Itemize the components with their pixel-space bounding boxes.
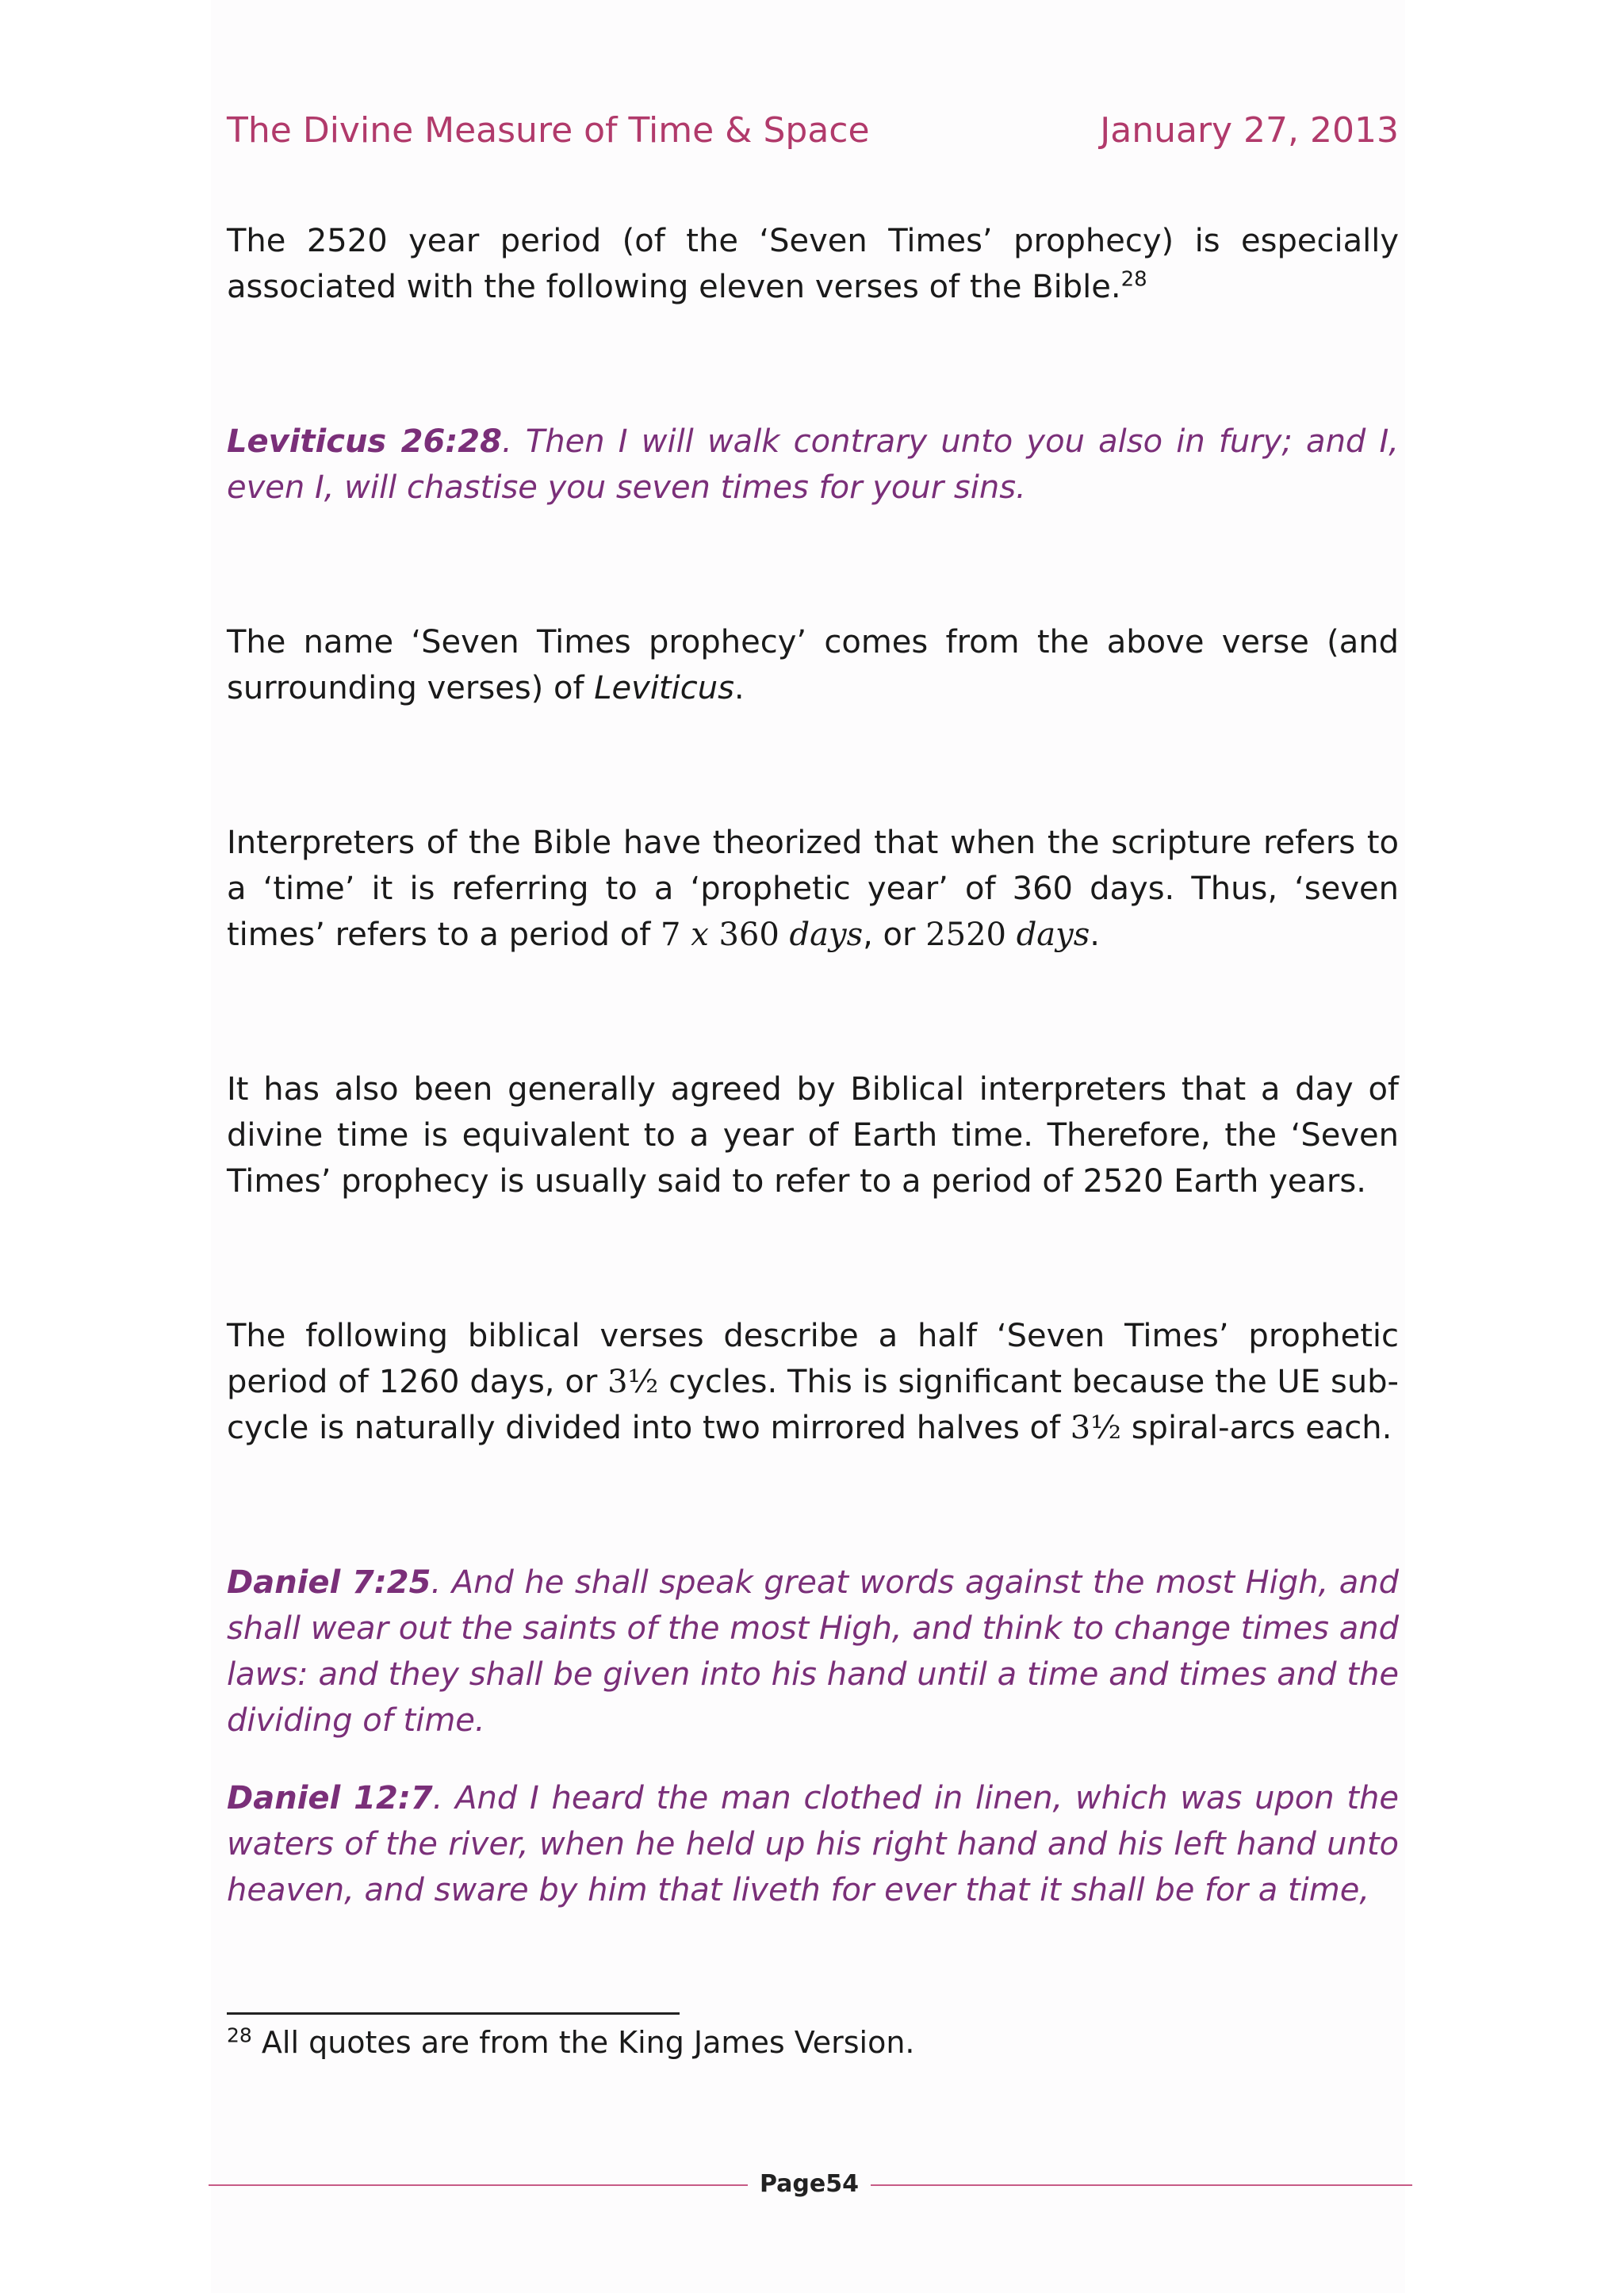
verse-leviticus: [227, 419, 1399, 511]
verse-reference: Daniel 7:25: [227, 1564, 431, 1601]
paragraph-text: spiral-arcs each.: [1121, 1410, 1392, 1446]
footnote-reference[interactable]: 28: [1120, 267, 1147, 292]
paragraph-text: Interpreters of the Bible have theorized that when the scripture refers to a ‘time’ it is referring to a ‘prophetic year’ of 360 days. Thus, ‘seven times’ refers to a period of: [227, 825, 1399, 953]
math-number: 7: [661, 917, 681, 953]
verse-daniel-12-7: [227, 1775, 1399, 1913]
verse-reference: Daniel 12:7: [227, 1780, 433, 1816]
paragraph-name-origin: [227, 619, 1399, 711]
verse-daniel-7-25: [227, 1560, 1399, 1744]
math-number: 360: [718, 917, 779, 953]
emphasis-leviticus: Leviticus: [594, 670, 734, 706]
math-unit: days: [1016, 917, 1090, 953]
footnote: [227, 2020, 1399, 2065]
footnote-separator: [227, 2012, 680, 2015]
math-variable: x: [691, 917, 709, 953]
page-header: [227, 107, 1399, 155]
paragraph-text: The name ‘Seven Times prophecy’ comes from the above verse (and surrounding verses) of: [227, 624, 1399, 706]
footer-rule-left: [209, 2184, 748, 2186]
verse-text: . And I heard the man clothed in linen, which was upon the waters of the river, when he held up his right hand and his left hand unto heaven, and sware by him that liveth for ever that it shall be for a time,: [227, 1780, 1400, 1908]
page-content: [227, 218, 1399, 1913]
footnote-mark: 28: [227, 2023, 252, 2047]
header-title: The Divine Measure of Time & Space: [227, 110, 870, 151]
verse-reference: Leviticus 26:28: [227, 423, 502, 460]
paragraph-text: cycles. This is significant because the UE sub-cycle is naturally divided into two mirrored halves of: [227, 1364, 1399, 1446]
math-number: 2520: [925, 917, 1006, 953]
verse-text: . And he shall speak great words against the most High, and shall wear out the saints of the most High, and think to change times and laws: and they shall be given into his hand until a time and times and the dividing of time.: [227, 1564, 1399, 1739]
paragraph-end: .: [733, 670, 745, 706]
paragraph-intro: [227, 218, 1399, 310]
page-number: Page54: [760, 2170, 859, 2198]
math-expression-2: [925, 917, 1090, 953]
math-fraction: 3½: [1070, 1410, 1121, 1446]
paragraph-text: , or: [863, 917, 926, 953]
footnote-text: All quotes are from the King James Version.: [251, 2025, 915, 2060]
math-fraction: 3½: [607, 1364, 659, 1400]
paragraph-prophetic-year: [227, 820, 1399, 958]
paragraph-intro-text: The 2520 year period (of the ‘Seven Times’ prophecy) is especially associated with the following eleven verses of the Bible.: [227, 223, 1399, 305]
header-date: January 27, 2013: [1100, 110, 1399, 151]
verse-text: . Then I will walk contrary unto you also in fury; and I, even I, will chastise you seven times for your sins.: [227, 423, 1399, 506]
paragraph-text: The following biblical verses describe a half ‘Seven Times’ prophetic period of 1260 days, or: [227, 1318, 1399, 1400]
paragraph-text: It has also been generally agreed by Biblical interpreters that a day of divine time is equivalent to a year of Earth time. Therefore, the ‘Seven Times’ prophecy is usually said to refer to a period of 2520 Earth years.: [227, 1071, 1399, 1200]
paragraph-half-seven-times: [227, 1313, 1399, 1451]
math-unit: days: [789, 917, 864, 953]
paragraph-day-year: [227, 1066, 1399, 1204]
math-expression-1: [661, 917, 863, 953]
paragraph-end: .: [1090, 917, 1100, 953]
footer-rule-right: [871, 2184, 1412, 2186]
